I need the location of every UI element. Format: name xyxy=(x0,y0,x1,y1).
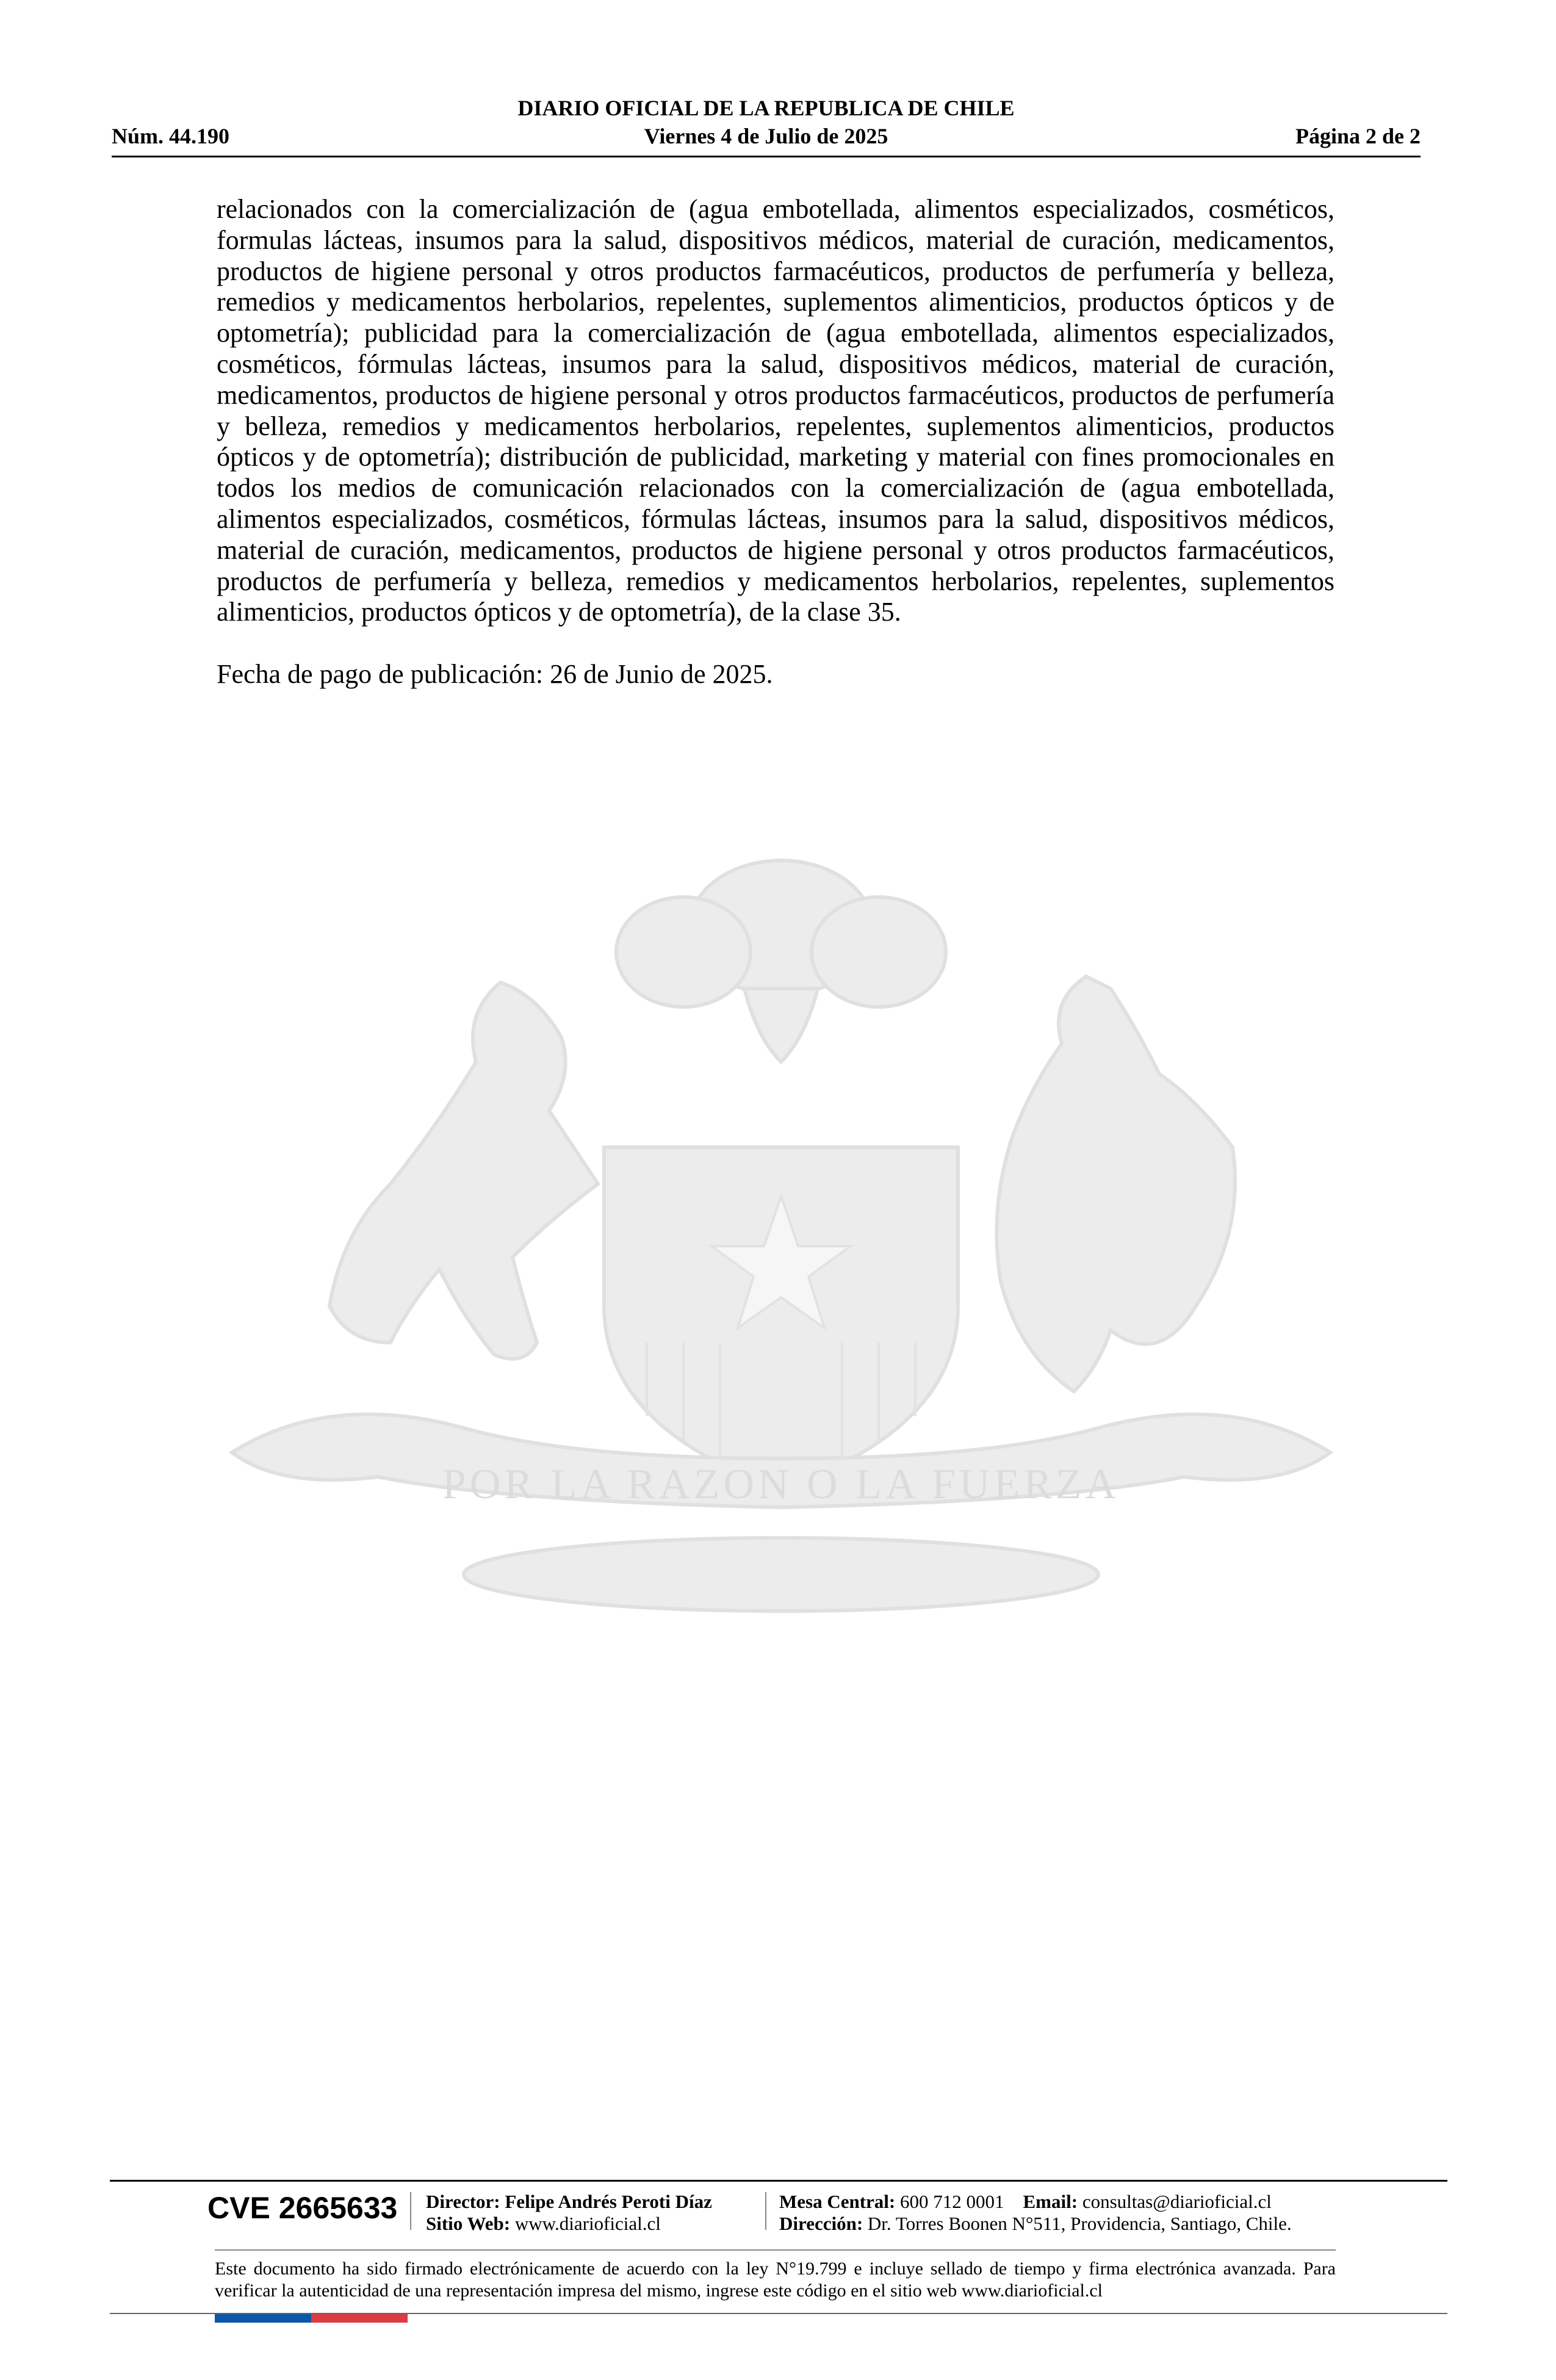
coat-of-arms-watermark xyxy=(207,842,1355,1672)
phone-value: 600 712 0001 xyxy=(900,2191,1004,2212)
footer-divider-top xyxy=(110,2180,1447,2182)
flag-stripe-blue xyxy=(215,2314,311,2323)
watermark-motto: POR LA RAZON O LA FUERZA xyxy=(442,1461,1120,1508)
flag-stripe-red xyxy=(311,2314,408,2323)
footer-divider-mid xyxy=(215,2249,1336,2251)
address-value: Dr. Torres Boonen N°511, Providencia, Santiago, Chile. xyxy=(867,2213,1292,2234)
phone-label: Mesa Central: xyxy=(779,2191,896,2212)
footer-separator xyxy=(410,2192,411,2230)
page-header xyxy=(112,95,1421,157)
issue-number: Núm. 44.190 xyxy=(112,124,230,148)
header-divider xyxy=(112,156,1421,157)
director-name: Felipe Andrés Peroti Díaz xyxy=(505,2191,712,2212)
publication-title: DIARIO OFICIAL DE LA REPUBLICA DE CHILE xyxy=(517,96,1015,120)
payment-date: Fecha de pago de publicación: 26 de Junio de 2025. xyxy=(217,659,773,689)
footer-director-block xyxy=(426,2191,712,2235)
legal-notice: Este documento ha sido firmado electrónicamente de acuerdo con la ley N°19.799 e incluye sellado de tiempo y firma electrónica avanzada. Para verificar la autenticidad de una representación impresa del mismo, ingrese este código en el sitio web www.diarioficial.cl xyxy=(215,2259,1336,2301)
email-link[interactable]: consultas@diarioficial.cl xyxy=(1082,2191,1272,2212)
website-link[interactable]: www.diarioficial.cl xyxy=(514,2213,661,2234)
issue-date: Viernes 4 de Julio de 2025 xyxy=(644,124,888,148)
page-counter: Página 2 de 2 xyxy=(1295,124,1421,148)
director-label: Director: xyxy=(426,2191,500,2212)
address-label: Dirección: xyxy=(779,2213,863,2234)
email-label: Email: xyxy=(1023,2191,1078,2212)
body-paragraph: relacionados con la comercialización de (agua embotellada, alimentos especializados, cosméticos, formulas lácteas, insumos para la salud, dispositivos médicos, material de curación, medicamentos, productos de higiene personal y otros productos farmacéuticos, productos de perfumería y belleza, remedios y medicamentos herbolarios, repelentes, suplementos alimenticios, productos ópticos y de optometría); publicidad para la comercialización de (agua embotellada, alimentos especializados, cosméticos, fórmulas lácteas, insumos para la salud, dispositivos médicos, material de curación, medicamentos, productos de higiene personal y otros productos farmacéuticos, productos de perfumería y belleza, remedios y medicamentos herbolarios, repelentes, suplementos alimenticios, productos ópticos y de optometría); distribución de publicidad, marketing y material con fines promocionales en todos los medios de comunicación relacionados con la comercialización de (agua embotellada, alimentos especializados, cosméticos, fórmulas lácteas, insumos para la salud, dispositivos médicos, material de curación, medicamentos, productos de higiene personal y otros productos farmacéuticos, productos de perfumería y belleza, remedios y medicamentos herbolarios, repelentes, suplementos alimenticios, productos ópticos y de optometría), de la clase 35. xyxy=(217,194,1334,627)
footer-contact-block xyxy=(779,2191,1292,2235)
footer-separator xyxy=(765,2192,766,2230)
website-label: Sitio Web: xyxy=(426,2213,511,2234)
cve-code: CVE 2665633 xyxy=(207,2191,398,2225)
